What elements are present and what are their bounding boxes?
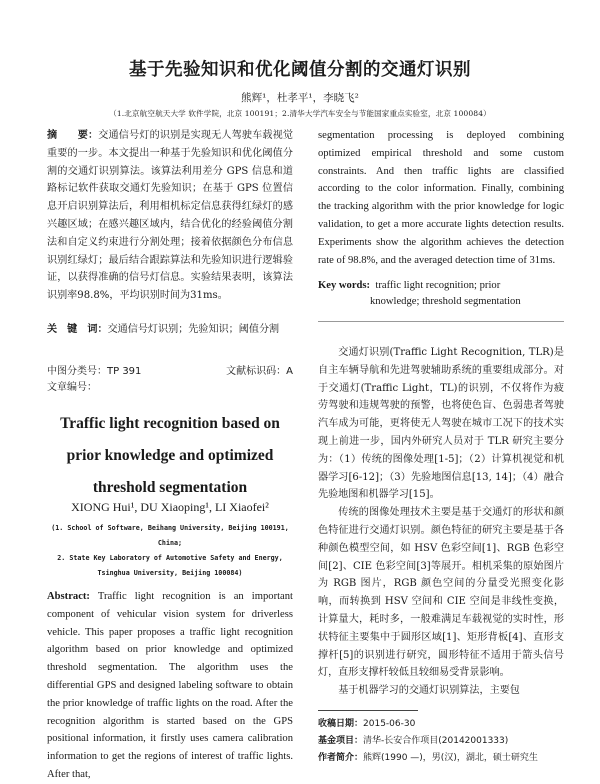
affiliations: （1.北京航空航天大学 软件学院，北京 100191；2.清华大学汽车安全与节能国家重点实验室，北京 100084） <box>109 109 491 118</box>
abstract-cn <box>47 127 293 305</box>
keywords-en-line2: knowledge; threshold segmentation <box>370 296 521 307</box>
abstract-en <box>47 588 293 784</box>
classification-meta <box>47 364 293 395</box>
intro-paragraph-3: 基于机器学习的交通灯识别算法，主要包 <box>338 685 520 697</box>
affiliations-en <box>47 521 293 581</box>
abstract-en-continued <box>318 127 564 269</box>
received-label: 收稿日期： <box>318 719 364 729</box>
clc-number: 中图分类号：TP 391 <box>47 366 142 377</box>
author-list: 熊辉¹，杜孝平¹，李晓飞² <box>241 92 359 104</box>
affiliation-en-2: 2. State Key Laboratory of Automotive Safety and Energy, Tsinghua University, Beijing 100084) <box>57 554 283 577</box>
bio-label: 作者简介： <box>318 753 364 763</box>
fund-text: 清华-长安合作项目(20142001333) <box>363 736 509 746</box>
section-divider <box>318 321 564 322</box>
abstract-en-text-part2: segmentation processing is deployed combining optimized empirical threshold and some custom constraints. And then traffic lights are classified according to the color information. Finally, combining the tracking algorithm with the prior knowledge for logic validation, to get a more accurate lights detection results. Experiments show the algorithm achieves the detection rate of 98.8%, and the averaged detection time of 31ms. <box>318 130 564 266</box>
footnote-received <box>318 716 568 733</box>
paper-title-en: Traffic light recognition based on prior knowledge and optimized threshold segmentation <box>60 415 280 496</box>
keywords-en-line1: traffic light recognition; prior <box>375 280 501 291</box>
abstract-cn-text: 交通信号灯的识别是实现无人驾驶车载视觉重要的一步。本文提出一种基于先验知识和优化阈值分割的交通灯识别算法。该算法利用差分 GPS 信息和道路标记软件获取交通灯先验知识；在基于 GPS 位置信息开启识别算法后，利用相机标定信息获得红绿灯的感兴趣区域；在感兴趣区域内，结合优化的经验阈值分割法和自定义约束进行分割处理；接着依据颜色分布信息识别红绿灯；最后结合跟踪算法和先验知识进行逻辑验证，以获得准确的信号灯信息。实验结果表明，该算法识别率98.8%，平均识别时间为31ms。 <box>47 130 294 302</box>
received-date: 2015-06-30 <box>363 719 416 729</box>
footnotes <box>318 716 568 767</box>
paper-title: 基于先验知识和优化阈值分割的交通灯识别 <box>129 60 471 80</box>
bio-text: 熊辉(1990 —)，男(汉)，湖北，硕士研究生 <box>363 753 538 763</box>
abstract-en-label: Abstract: <box>47 591 90 602</box>
keywords-cn <box>47 321 293 339</box>
fund-label: 基金项目： <box>318 736 364 746</box>
footnote-fund <box>318 733 568 750</box>
keywords-en-label: Key words: <box>318 280 371 291</box>
affiliation-en-1: (1. School of Software, Beihang University, Beijing 100191, China; <box>51 524 289 547</box>
footnote-rule <box>318 710 418 711</box>
document-code: 文献标识码：A <box>226 366 293 377</box>
abstract-en-text-part1: Traffic light recognition is an important component of vehicular vision system for driverless vehicle. This paper proposes a traffic light recognition algorithm based on prior knowledge and optimized threshold segmentation. The algorithm uses the differential GPS and designed labeling software to obtain the prior knowledge of traffic lights on the road. After the recognition algorithm is started based on the GPS positional information, it firstly uses camera calibration information to get the regions of interest of traffic lights. After that, <box>47 591 293 780</box>
intro-paragraph-1: 交通灯识别(Traffic Light Recognition, TLR)是自主车辆导航和先进驾驶辅助系统的重要组成部分。对于交通灯(Traffic Light，TL)的识别，不仅将作为疲劳驾驶和违规驾驶的预警，也将使色盲、色弱患者驾驶汽车成为可能，更将使无人驾驶在城市工况下的技术实现上前进一步，国内外研究人员对于 TLR 研究主要分为：（1）传统的图像处理[1-5]；（2）计算机视觉和机器学习[6-12]；（3）先验地图信息[13, 14]；（4）融合先验地图和机器学习[15]。 <box>318 347 564 501</box>
footnote-bio <box>318 750 568 767</box>
keywords-en <box>318 278 564 310</box>
author-list-en: XIONG Hui¹, DU Xiaoping¹, LI Xiaofei² <box>71 500 269 514</box>
introduction <box>318 344 564 700</box>
abstract-cn-label: 摘 要： <box>47 130 99 141</box>
intro-paragraph-2: 传统的图像处理技术主要是基于交通灯的形状和颜色特征进行交通灯识别。颜色特征的研究主要是基于各种颜色模型空间，如 HSV 色彩空间[1]、RGB 色彩空间[2]、CIE 色彩空间[3]等展开。相机采集的原始图片为 RGB 图片，RGB 颜色空间的分量受光照变化影响，而转换到 HSV 空间和 CIE 空间是非线性变换，计算量大，耗时多，一般难满足车载视觉的实时性，形状特征主要集中于圆形区域[1]、矩形背板[4]、直形支撑杆[5]的识别进行研究，圆形特征不适用于箭头信号灯，直形支撑杆较低且较细易受背景影响。 <box>318 507 564 679</box>
article-number: 文章编号： <box>47 381 97 393</box>
keywords-cn-label: 关 键 词： <box>47 324 108 335</box>
keywords-cn-text: 交通信号灯识别；先验知识；阈值分割 <box>107 324 280 335</box>
